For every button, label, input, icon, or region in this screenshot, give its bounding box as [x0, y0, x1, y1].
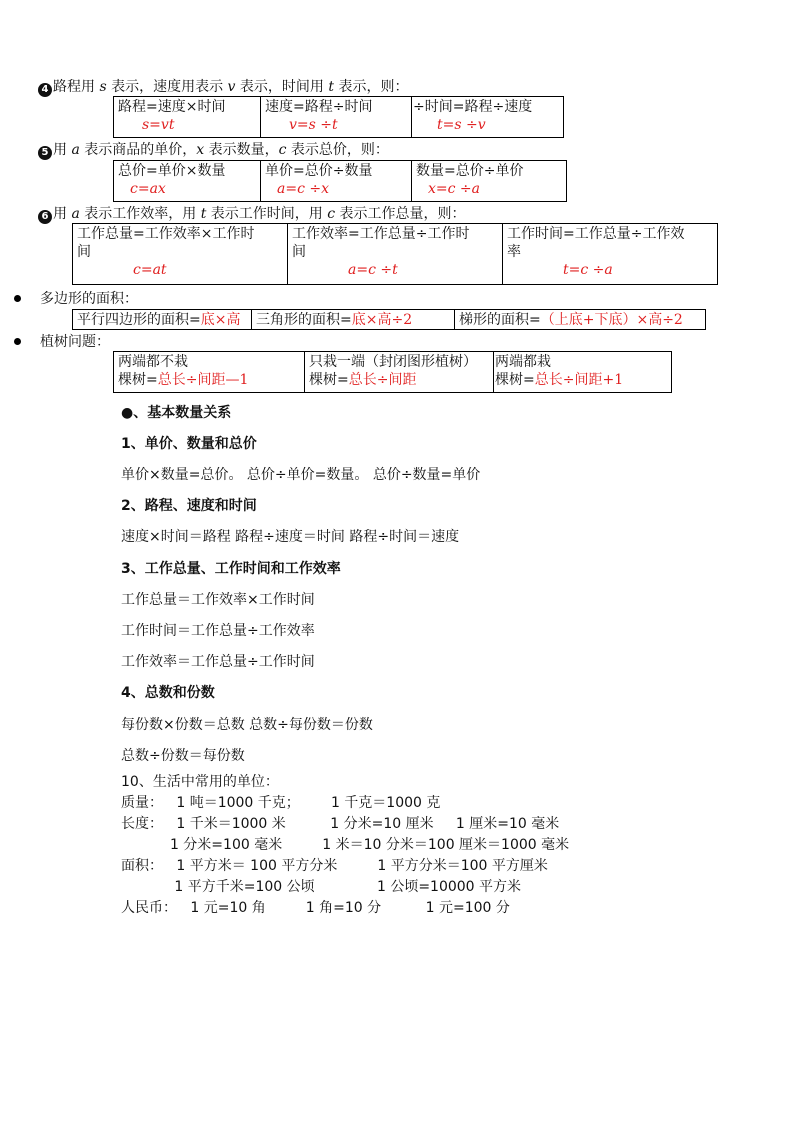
formula-expression: 总长÷间距+1: [534, 372, 624, 388]
bullet-icon: [14, 295, 21, 302]
trees-title: 植树问题：: [40, 334, 110, 350]
formula-cell: [305, 352, 494, 393]
section-heading: 2、路程、速度和时间: [121, 498, 257, 514]
formula-expression: 总长÷间距: [348, 372, 417, 388]
formula-prefix: 棵树=: [495, 372, 535, 388]
intro-var: t: [328, 79, 335, 95]
formula-cell: [114, 161, 261, 202]
formula-expression: 总长÷间距—1: [157, 372, 249, 388]
formula-label: 平行四边形的面积=: [77, 312, 201, 328]
intro-text: 表示工作效率，用: [79, 206, 201, 222]
intro-var: a: [71, 206, 80, 222]
unit-row-length: 长度： 1 千米＝1000 米 1 分米=10 厘米 1 厘米=10 毫米: [121, 816, 560, 832]
item5-intro: [38, 141, 389, 160]
unit-row-currency: 人民币： 1 元=10 角 1 角=10 分 1 元=100 分: [121, 900, 510, 916]
formula-label: 数量=总价÷单价: [416, 163, 524, 179]
formula-prefix: 棵树=: [309, 372, 349, 388]
formula-expression: t=s ÷v: [437, 117, 486, 133]
relation-line: 总数÷份数＝每份数: [121, 748, 245, 764]
intro-text: 用: [53, 142, 72, 158]
intro-text: 表示总价，则：: [286, 142, 389, 158]
formula-expression: c=at: [133, 262, 167, 278]
formula-label: ÷时间=路程÷速度: [413, 99, 533, 115]
intro-var: c: [327, 206, 336, 222]
formula-expression: 底×高÷2: [351, 312, 413, 328]
section-heading: 1、单价、数量和总价: [121, 436, 257, 452]
formula-label-wrap: 间: [77, 244, 91, 260]
intro-text: 表示工作总量，则：: [335, 206, 466, 222]
intro-var: a: [71, 142, 80, 158]
relation-line: 工作总量＝工作效率×工作时间: [121, 592, 315, 608]
formula-label: 两端都栽: [495, 354, 551, 370]
intro-var: x: [196, 142, 205, 158]
circled-number-5: 5: [38, 146, 52, 160]
formula-cell: [261, 97, 412, 138]
intro-text: 表示，时间用: [235, 79, 329, 95]
intro-var: v: [227, 79, 236, 95]
relation-line: 工作时间＝工作总量÷工作效率: [121, 623, 315, 639]
polygon-area-table: [72, 309, 706, 330]
formula-label: 路程=速度×时间: [118, 99, 226, 115]
formula-label: 两端都不栽: [118, 354, 188, 370]
formula-cell: [412, 97, 564, 138]
bullet-icon: [14, 338, 21, 345]
formula-label: 三角形的面积=: [256, 312, 352, 328]
intro-var: t: [200, 206, 207, 222]
formula-label: 梯形的面积=: [459, 312, 541, 328]
formula-cell: [455, 310, 706, 330]
formula-expression: c=ax: [130, 181, 166, 197]
unit-row-area: 面积： 1 平方米＝ 100 平方分米 1 平方分米＝100 平方厘米: [121, 858, 548, 874]
unit-row-length-2: 1 分米=100 毫米 1 米＝10 分米＝100 厘米＝1000 毫米: [121, 837, 570, 853]
relation-line: 工作效率＝工作总量÷工作时间: [121, 654, 315, 670]
formula-prefix: 棵树=: [118, 372, 158, 388]
formula-label: 工作总量=工作效率×工作时: [77, 226, 255, 242]
item4-intro: [38, 78, 408, 97]
formula-expression: v=s ÷t: [289, 117, 338, 133]
formula-label: 单价=总价÷数量: [265, 163, 373, 179]
formula-cell: [114, 352, 305, 393]
formula-expression: x=c ÷a: [428, 181, 480, 197]
formula-label: 只栽一端（封闭图形植树）: [309, 354, 477, 370]
formula-label: 总价=单价×数量: [118, 163, 226, 179]
basic-title: ●、基本数量关系: [121, 405, 232, 421]
formula-cell: [261, 161, 412, 202]
intro-text: 表示，则：: [334, 79, 409, 95]
intro-text: 表示数量，: [204, 142, 279, 158]
formula-expression: s=vt: [142, 117, 175, 133]
polygon-title: 多边形的面积：: [40, 291, 138, 307]
relation-line: 单价×数量=总价。 总价÷单价=数量。 总价÷数量=单价: [121, 467, 481, 483]
intro-text: 路程用: [53, 79, 100, 95]
price-formula-table: [113, 160, 567, 202]
circled-number-4: 4: [38, 83, 52, 97]
formula-label: 工作时间=工作总量÷工作效: [507, 226, 685, 242]
relation-line: 每份数×份数＝总数 总数÷每份数＝份数: [121, 717, 373, 733]
formula-label: 工作效率=工作总量÷工作时: [292, 226, 470, 242]
formula-label-wrap: 率: [507, 244, 521, 260]
intro-text: 用: [53, 206, 72, 222]
tree-planting-table: [113, 351, 672, 393]
relation-line: 速度×时间＝路程 路程÷速度＝时间 路程÷时间＝速度: [121, 529, 460, 545]
speed-formula-table: [113, 96, 564, 138]
intro-text: 表示商品的单价，: [79, 142, 197, 158]
formula-expression: （上底+下底）×高÷2: [540, 312, 683, 328]
intro-text: 表示，速度用表示: [106, 79, 228, 95]
item6-intro: [38, 205, 466, 224]
unit-row-mass: 质量： 1 吨＝1000 千克； 1 千克＝1000 克: [121, 795, 441, 811]
formula-cell: [503, 224, 718, 285]
formula-cell: [494, 352, 672, 393]
formula-cell: [114, 97, 261, 138]
section-heading: 4、总数和份数: [121, 685, 215, 701]
formula-label-wrap: 间: [292, 244, 306, 260]
section-heading: 3、工作总量、工作时间和工作效率: [121, 561, 341, 577]
formula-expression: t=c ÷a: [563, 262, 613, 278]
formula-cell: [73, 310, 252, 330]
units-title: 10、生活中常用的单位：: [121, 774, 279, 790]
formula-expression: 底×高: [200, 312, 241, 328]
formula-expression: a=c ÷t: [348, 262, 398, 278]
work-formula-table: [72, 223, 718, 285]
intro-text: 表示工作时间，用: [206, 206, 328, 222]
formula-cell: [288, 224, 503, 285]
intro-var: s: [99, 79, 107, 95]
formula-cell: [412, 161, 567, 202]
unit-row-area-2: 1 平方千米=100 公顷 1 公顷=10000 平方米: [121, 879, 522, 895]
intro-var: c: [278, 142, 287, 158]
formula-cell: [73, 224, 288, 285]
formula-label: 速度=路程÷时间: [265, 99, 373, 115]
formula-cell: [252, 310, 455, 330]
formula-expression: a=c ÷x: [277, 181, 329, 197]
circled-number-6: 6: [38, 210, 52, 224]
